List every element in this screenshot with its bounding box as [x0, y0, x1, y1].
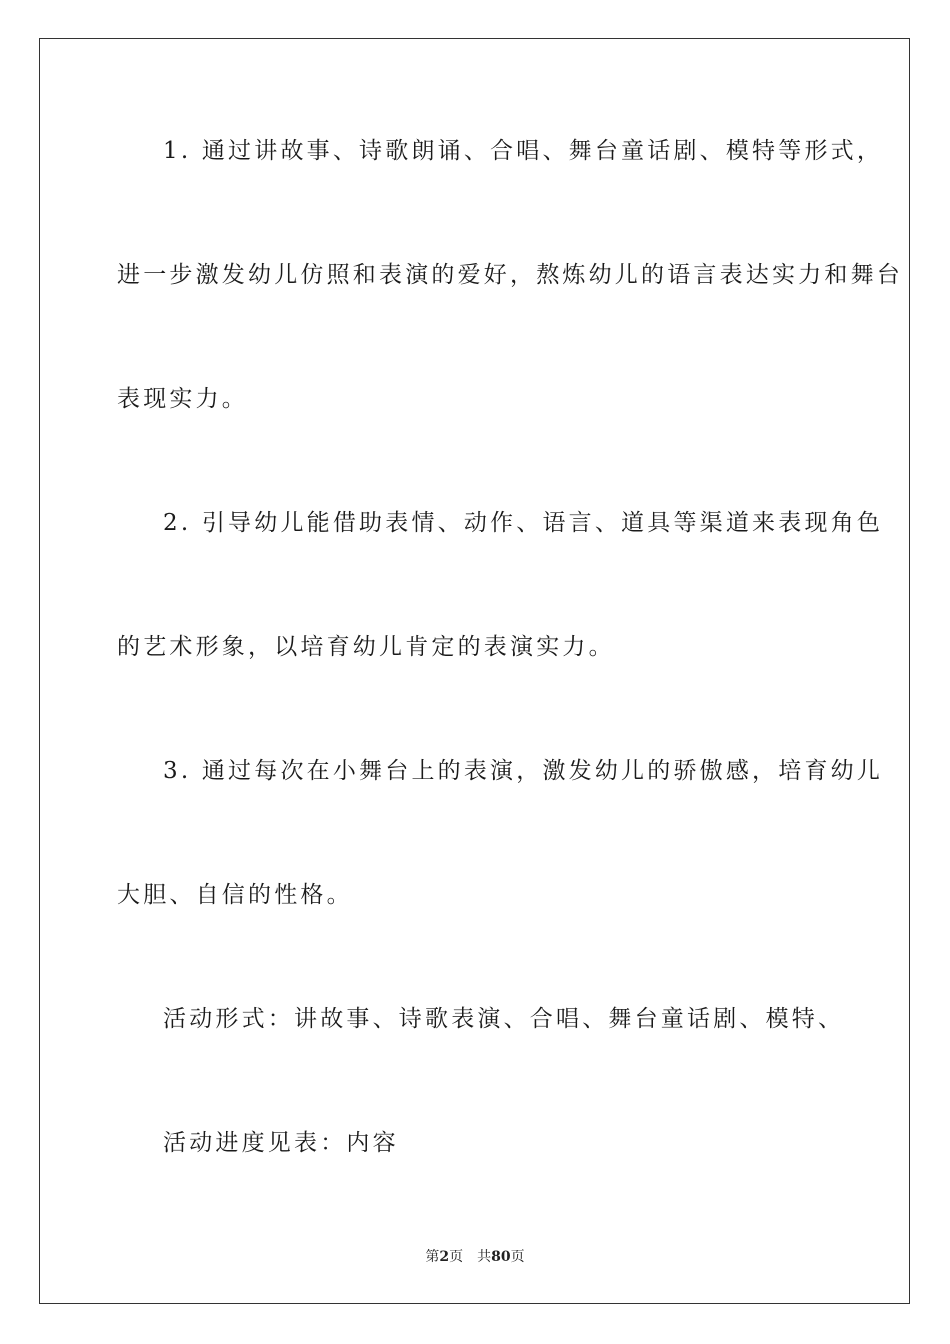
page-prefix: 第: [425, 1249, 440, 1265]
paragraph-1-line-1: 1. 通过讲故事、诗歌朗诵、合唱、舞台童话剧、模特等形式，: [163, 138, 884, 164]
total-suffix: 页: [510, 1249, 525, 1265]
paragraph-3-line-2: 大胆、自信的性格。: [117, 882, 353, 908]
page-border: [39, 38, 910, 1304]
page-number: 2: [439, 1249, 450, 1265]
paragraph-2-line-2: 的艺术形象，以培育幼儿肯定的表演实力。: [117, 634, 615, 660]
activity-form-line: 活动形式：讲故事、诗歌表演、合唱、舞台童话剧、模特、: [163, 1006, 845, 1032]
paragraph-3-line-1: 3. 通过每次在小舞台上的表演，激发幼儿的骄傲感，培育幼儿: [163, 758, 884, 784]
paragraph-1-line-2: 进一步激发幼儿仿照和表演的爱好，熬炼幼儿的语言表达实力和舞台: [117, 262, 903, 288]
activity-schedule-line: 活动进度见表：内容: [163, 1130, 399, 1156]
total-prefix: 共: [477, 1249, 492, 1265]
paragraph-2-line-1: 2. 引导幼儿能借助表情、动作、语言、道具等渠道来表现角色: [163, 510, 884, 536]
paragraph-1-line-3: 表现实力。: [117, 386, 248, 412]
total-pages: 80: [491, 1249, 511, 1265]
page-suffix: 页: [449, 1249, 464, 1265]
page-footer: [0, 1248, 950, 1266]
